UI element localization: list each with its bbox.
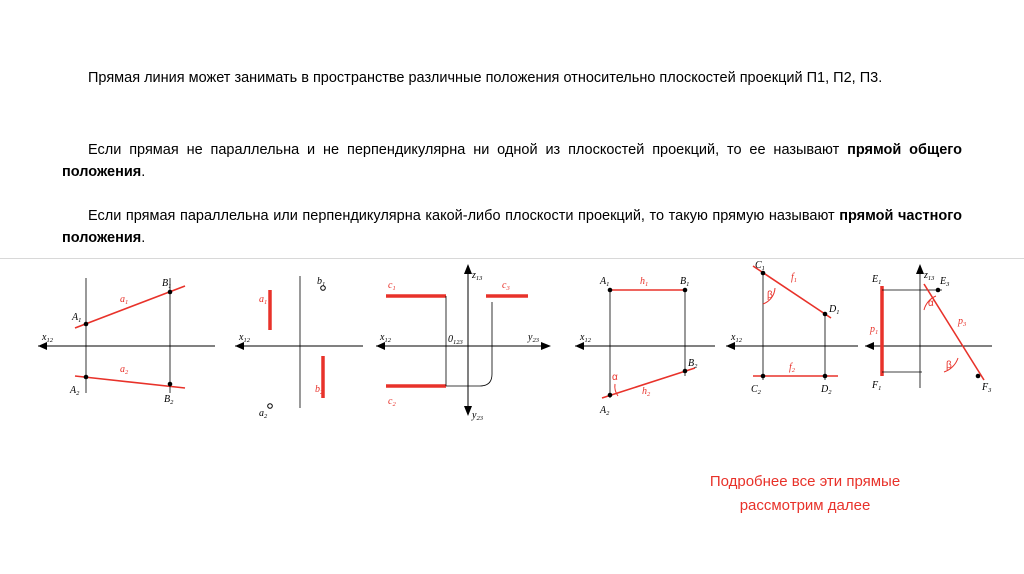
label-a2: $a_2$ bbox=[259, 408, 268, 420]
label-b1: $b_1$ bbox=[317, 276, 326, 288]
figure-profile-line bbox=[862, 258, 1002, 448]
label-F1: $F_1$ bbox=[872, 380, 882, 392]
figures-row bbox=[0, 258, 1024, 458]
axis-label-x12: $x_{12}$ bbox=[42, 332, 53, 344]
figure-axes-three-planes bbox=[368, 258, 568, 448]
axis-label-x12: $x_{12}$ bbox=[380, 332, 391, 344]
axis-label-x12: $x_{12}$ bbox=[731, 332, 742, 344]
label-h2: $h_2$ bbox=[642, 386, 651, 398]
paragraph-2 bbox=[62, 140, 962, 184]
label-a1: $a_1$ bbox=[259, 294, 268, 306]
label-E1: $E_1$ bbox=[872, 274, 882, 286]
label-c3: $c_3$ bbox=[502, 280, 510, 292]
label-A2: $A_2$ bbox=[600, 405, 610, 417]
paragraph-1 bbox=[62, 68, 962, 90]
label-a2: $a_2$ bbox=[120, 364, 129, 376]
axis-label-y23-right: $y_{23}$ bbox=[528, 332, 539, 344]
axis-label-z13: $z_{13}$ bbox=[472, 270, 483, 282]
label-B1: $B_1$ bbox=[680, 276, 690, 288]
figure-general-position bbox=[20, 258, 220, 448]
caption bbox=[640, 470, 970, 518]
label-A1: $A_1$ bbox=[72, 312, 82, 324]
axis-label-x12: $x_{12}$ bbox=[580, 332, 591, 344]
label-B2: $B_2$ bbox=[688, 358, 698, 370]
label-B1: $B_1$ bbox=[162, 278, 172, 290]
label-a1: $a_1$ bbox=[120, 294, 129, 306]
label-C2: $C_2$ bbox=[751, 384, 761, 396]
label-D2: $D_2$ bbox=[821, 384, 832, 396]
label-p1: $p_1$ bbox=[870, 324, 879, 336]
label-E3: $E_3$ bbox=[940, 276, 950, 288]
label-D1: $D_1$ bbox=[829, 304, 840, 316]
label-p3: $p_3$ bbox=[958, 316, 967, 328]
label-c2: $c_2$ bbox=[388, 396, 396, 408]
paragraph-3-period: . bbox=[141, 229, 146, 246]
axis-label-x12: $x_{12}$ bbox=[239, 332, 250, 344]
label-C1: $C_1$ bbox=[755, 260, 765, 272]
paragraph-3-bold: прямой частного положения bbox=[62, 208, 962, 246]
label-b2: $b_2$ bbox=[315, 384, 324, 396]
caption-line-1: Подробнее все эти прямые bbox=[709, 473, 901, 490]
label-c1: $c_1$ bbox=[388, 280, 396, 292]
label-F3: $F_3$ bbox=[982, 382, 992, 394]
label-B2: $B_2$ bbox=[164, 394, 174, 406]
figure-frontal-line bbox=[723, 258, 863, 448]
axis-label-z13: $z_{13}$ bbox=[924, 270, 935, 282]
paragraph-2-period: . bbox=[141, 163, 146, 180]
axis-label-origin: $0_{123}$ bbox=[448, 334, 463, 346]
paragraph-2-bold: прямой общего положения bbox=[62, 142, 962, 180]
label-f1: $f_1$ bbox=[791, 272, 798, 284]
label-h1: $h_1$ bbox=[640, 276, 649, 288]
label-alpha: α bbox=[928, 298, 934, 309]
label-beta: β bbox=[767, 290, 773, 301]
label-f2: $f_2$ bbox=[789, 362, 796, 374]
label-alpha: α bbox=[612, 372, 618, 383]
paragraph-2-text: Если прямая не параллельна и не перпендикулярна ни одной из плоскостей проекций, то ее называют bbox=[88, 142, 848, 158]
axis-label-y23-down: $y_{23}$ bbox=[472, 410, 483, 422]
figure-profile-projecting bbox=[225, 258, 365, 448]
label-A1: $A_1$ bbox=[600, 276, 610, 288]
label-A2: $A_2$ bbox=[70, 385, 80, 397]
paragraph-3-text: Если прямая параллельна или перпендикулярна какой-либо плоскости проекций, то такую прямую называют bbox=[88, 208, 840, 224]
label-beta: β bbox=[946, 360, 952, 371]
paragraph-3 bbox=[62, 206, 962, 250]
paragraph-1-text: Прямая линия может занимать в пространстве различные положения относительно плоскостей проекций П1, П2, П3. bbox=[88, 70, 883, 86]
caption-line-2: рассмотрим далее bbox=[739, 497, 871, 514]
figure-horizontal-line bbox=[570, 258, 720, 448]
